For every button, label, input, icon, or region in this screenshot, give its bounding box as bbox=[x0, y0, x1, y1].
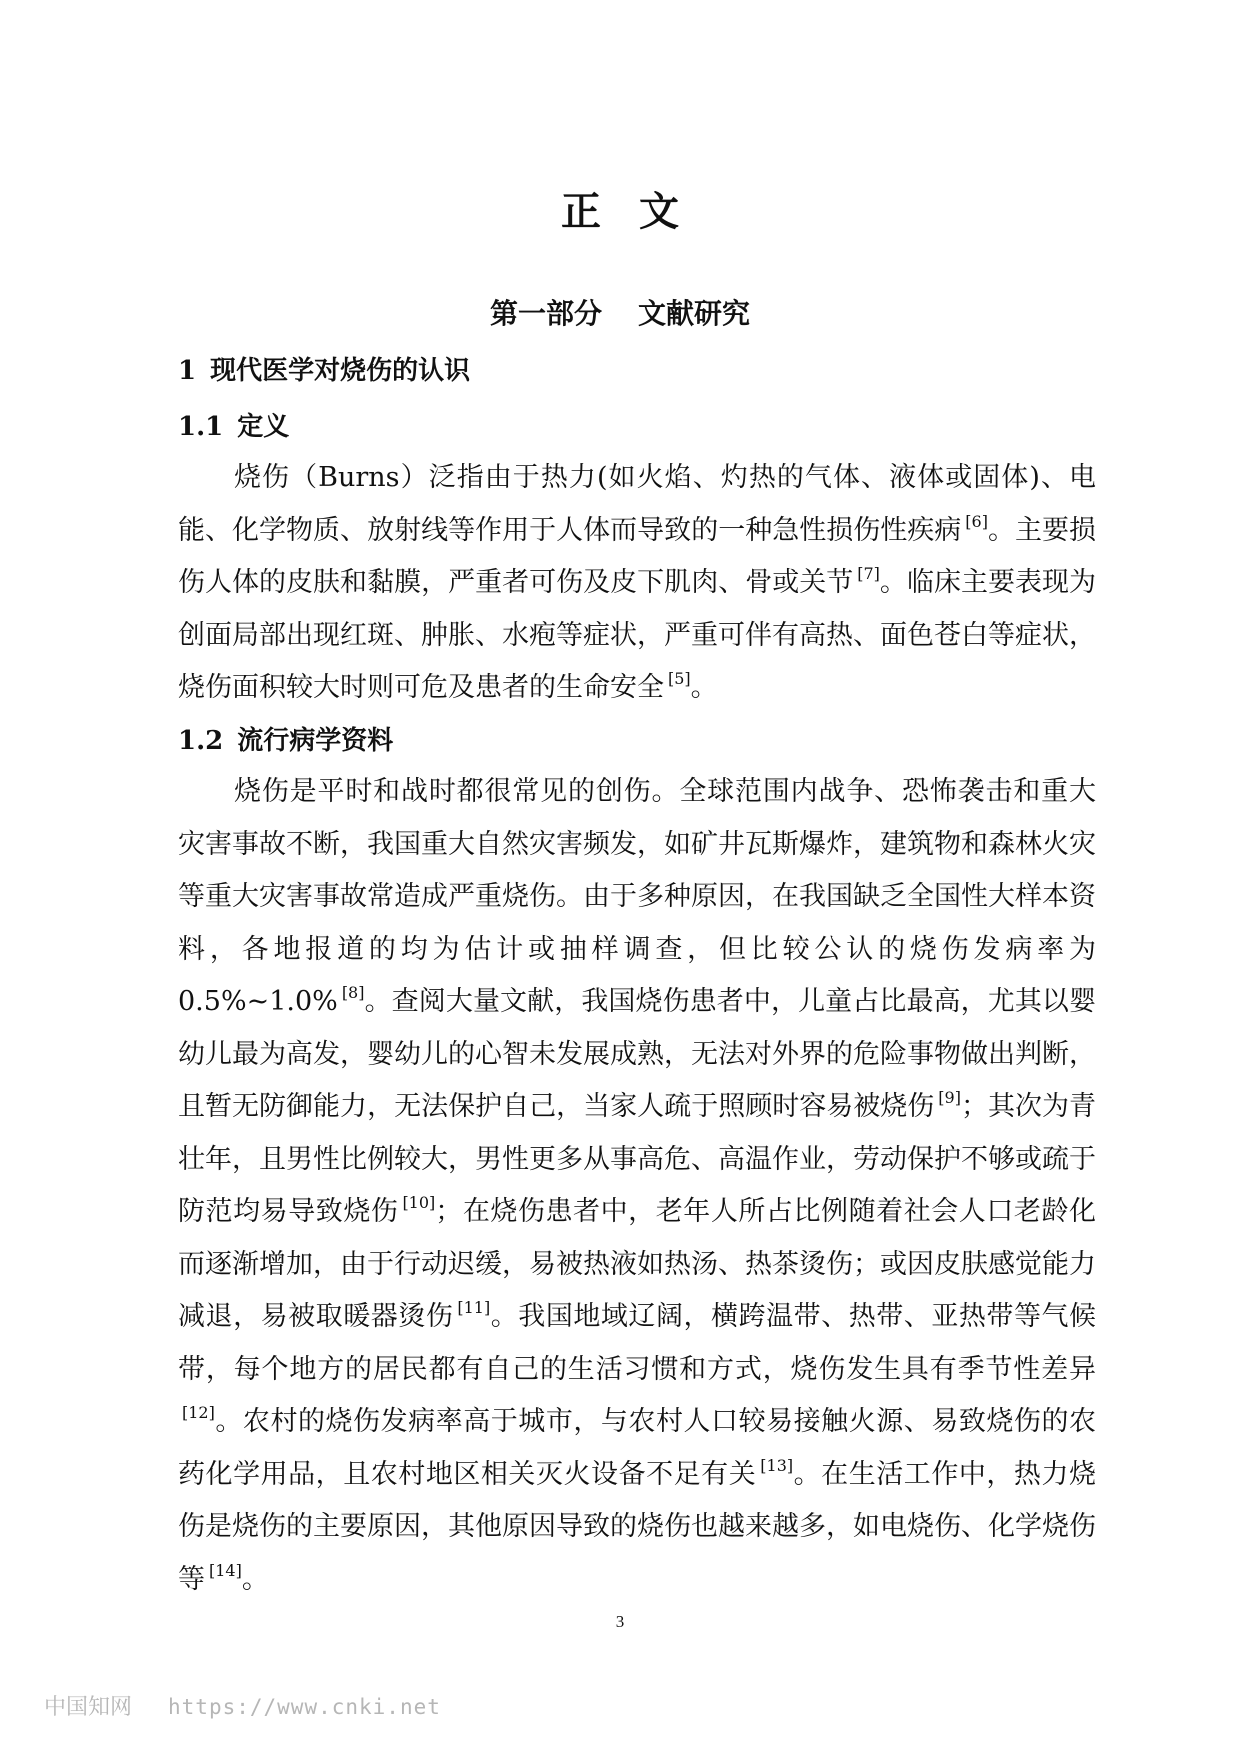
paragraph-text: 。临床主要表现为创面局部出现红斑、肿胀、水疱等症状，严重可伴有高热、面色苍白等症状，烧伤面积较大时则可危及患者的生命安全 bbox=[178, 567, 1097, 703]
paragraph-definition bbox=[178, 452, 1096, 715]
watermark-brand: 中国知网 bbox=[44, 1695, 133, 1720]
part-name: 文献研究 bbox=[638, 297, 751, 330]
section-title: 现代医学对烧伤的认识 bbox=[210, 356, 471, 386]
cnki-watermark bbox=[44, 1690, 441, 1721]
citation: [10] bbox=[402, 1193, 436, 1212]
section-number: 1.2 bbox=[178, 726, 224, 756]
part-title bbox=[0, 292, 1240, 332]
citation: [14] bbox=[209, 1560, 242, 1580]
citation: [8] bbox=[341, 983, 365, 1002]
paragraph-text: 烧伤（Burns）泛指由于热力(如火焰、灼热的气体、液体或固体)、电能、化学物质、放射线等作用于人体而导致的一种急性损伤性疾病 bbox=[178, 462, 1096, 546]
section-number: 1.1 bbox=[178, 412, 224, 442]
citation: [11] bbox=[457, 1298, 491, 1317]
citation: [5] bbox=[668, 669, 691, 688]
section-heading-1-1 bbox=[178, 406, 289, 443]
paragraph-text: 。 bbox=[241, 1563, 269, 1595]
page-number: 3 bbox=[615, 1612, 625, 1631]
paragraph-text: 。在生活工作中，热力烧伤是烧伤的主要原因，其他原因导致的烧伤也越来越多，如电烧伤、化学烧伤等 bbox=[178, 1458, 1097, 1595]
paragraph-text: 。农村的烧伤发病率高于城市，与农村人口较易接触火源、易致烧伤的农药化学用品，且农村地区相关灭火设备不足有关 bbox=[178, 1406, 1096, 1490]
paragraph-text: ；在烧伤患者中，老年人所占比例随着社会人口老龄化而逐渐增加，由于行动迟缓，易被热液如热汤、热茶烫伤；或因皮肤感觉能力减退，易被取暖器烫伤 bbox=[178, 1196, 1097, 1332]
paragraph-epidemiology bbox=[178, 766, 1096, 1606]
paragraph-text: ；其次为青壮年，且男性比例较大，男性更多从事高危、高温作业，劳动保护不够或疏于防范均易导致烧伤 bbox=[178, 1091, 1097, 1227]
paragraph-text: 。我国地域辽阔，横跨温带、热带、亚热带等气候带，每个地方的居民都有自己的生活习惯和方式，烧伤发生具有季节性差异 bbox=[178, 1301, 1097, 1385]
section-heading-1-2 bbox=[178, 720, 393, 757]
part-label: 第一部分 bbox=[489, 297, 602, 330]
section-heading-1 bbox=[178, 350, 470, 387]
paragraph-text: 烧伤是平时和战时都很常见的创伤。全球范围内战争、恐怖袭击和重大灾害事故不断，我国重大自然灾害频发，如矿井瓦斯爆炸，建筑物和森林火灾等重大灾害事故常造成严重烧伤。由于多种原因，在我国缺乏全国性大样本资料，各地报道的均为估计或抽样调查，但比较公认的烧伤发病率为 0.5%~1.0% bbox=[178, 776, 1096, 1017]
section-title: 定义 bbox=[237, 412, 290, 442]
citation: [12] bbox=[182, 1403, 215, 1422]
citation: [7] bbox=[857, 564, 880, 583]
main-title: 正文 bbox=[561, 188, 717, 235]
section-number: 1 bbox=[178, 356, 197, 386]
paragraph-text: 。查阅大量文献，我国烧伤患者中，儿童占比最高，尤其以婴幼儿最为高发，婴幼儿的心智未发展成熟，无法对外界的危险事物做出判断，且暂无防御能力，无法保护自己，当家人疏于照顾时容易被烧伤 bbox=[178, 986, 1096, 1122]
citation: [9] bbox=[938, 1088, 961, 1107]
citation: [6] bbox=[965, 511, 988, 531]
citation: [13] bbox=[760, 1455, 794, 1475]
paragraph-text: 。 bbox=[690, 672, 718, 703]
watermark-url: https://www.cnki.net bbox=[168, 1695, 441, 1719]
section-title: 流行病学资料 bbox=[237, 726, 394, 756]
paragraph-text: 。主要损伤人体的皮肤和黏膜，严重者可伤及皮下肌肉、骨或关节 bbox=[178, 514, 1097, 598]
